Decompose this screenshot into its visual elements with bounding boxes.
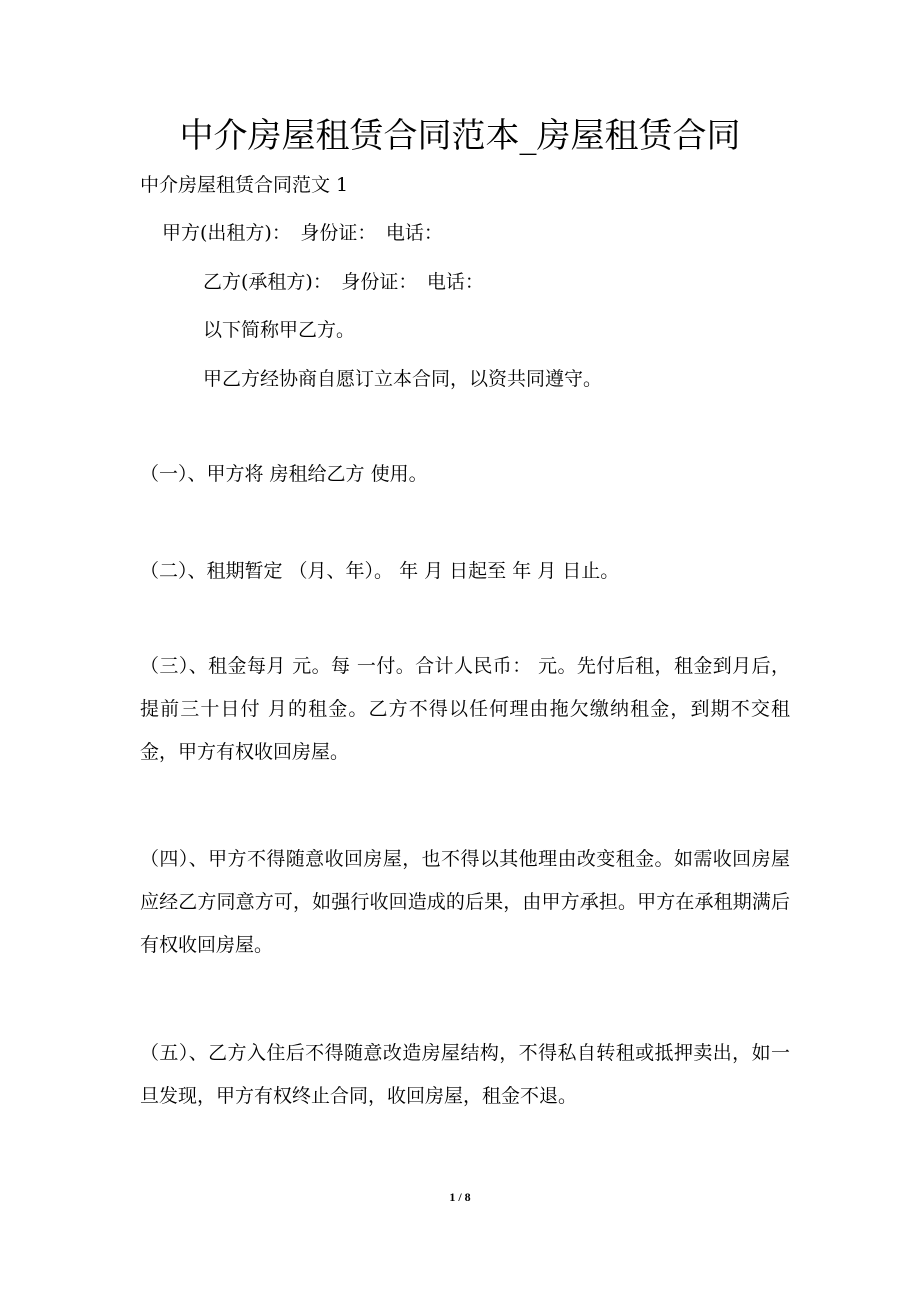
clause-5: （五）、乙方入住后不得随意改造房屋结构，不得私自转租或抵押卖出，如一旦发现，甲方有权终止合同，收回房屋，租金不退。 xyxy=(140,1042,790,1107)
party-b-line: 乙方(承租方)： 身份证： 电话： xyxy=(203,271,484,293)
abbreviation-line: 以下简称甲乙方。 xyxy=(203,319,356,341)
document-subtitle: 中介房屋租赁合同范文 1 xyxy=(140,174,349,196)
clause-2: （二）、租期暂定 （月、年）。 年 月 日起至 年 月 日止。 xyxy=(140,560,620,582)
clause-3: （三）、租金每月 元。每 一付。合计人民币： 元。先付后租，租金到月后，提前三十日付 月的租金。乙方不得以任何理由拖欠缴纳租金，到期不交租金，甲方有权收回房屋。 xyxy=(140,655,790,763)
agreement-line: 甲乙方经协商自愿订立本合同，以资共同遵守。 xyxy=(203,368,603,390)
page-number: 1 / 8 xyxy=(449,1190,471,1204)
clause-1: （一）、甲方将 房租给乙方 使用。 xyxy=(140,463,428,485)
party-a-line: 甲方(出租方)： 身份证： 电话： xyxy=(162,222,443,244)
clause-4: （四）、甲方不得随意收回房屋，也不得以其他理由改变租金。如需收回房屋应经乙方同意方可，如强行收回造成的后果，由甲方承担。甲方在承租期满后有权收回房屋。 xyxy=(140,848,790,956)
document-title: 中介房屋租赁合同范本_房屋租赁合同 xyxy=(179,116,741,156)
